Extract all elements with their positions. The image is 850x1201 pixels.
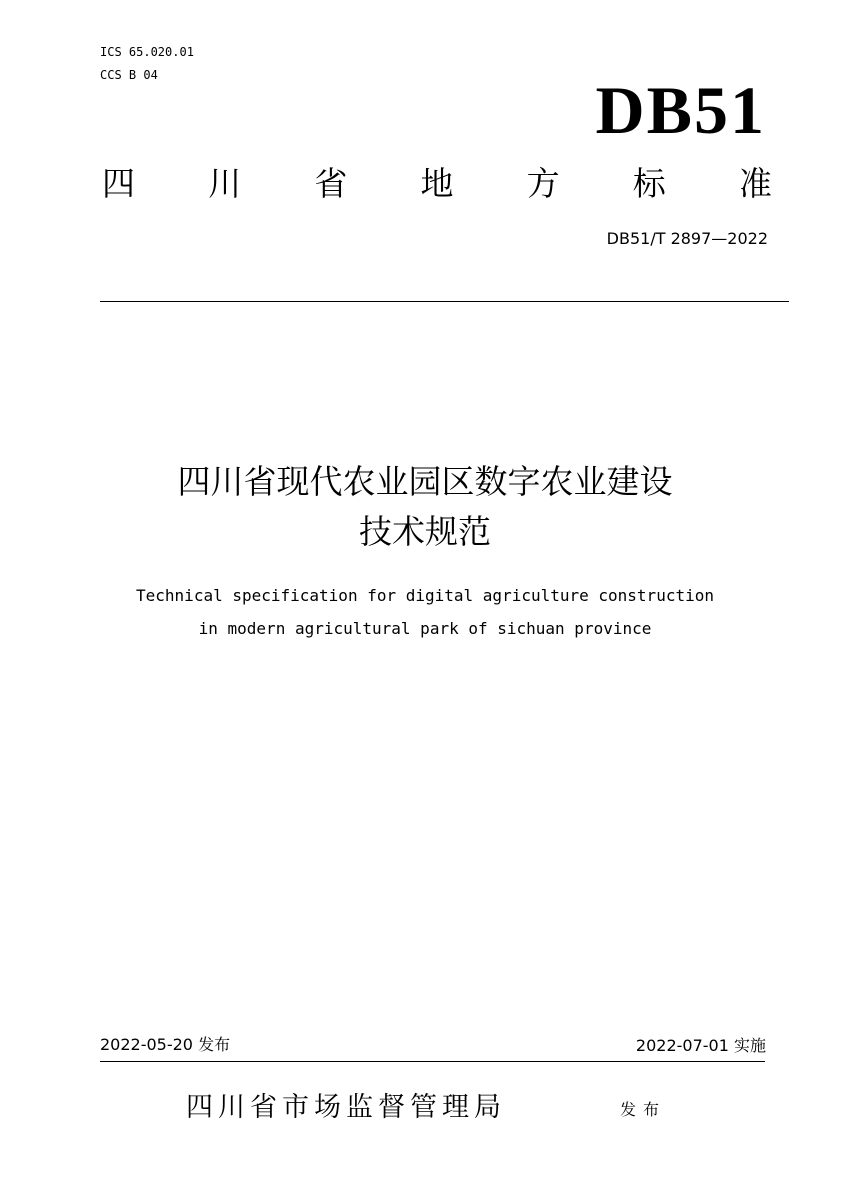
english-title-line-2: in modern agricultural park of sichuan province	[198, 619, 652, 638]
chinese-title-line-2: 技术规范	[359, 512, 491, 551]
publish-date: 2022-05-20 发布	[100, 1035, 231, 1054]
ccs-code: CCS B 04	[100, 68, 158, 82]
top-divider	[100, 301, 789, 302]
category-char: 川	[208, 164, 242, 203]
chinese-title-line-1: 四川省现代农业园区数字农业建设	[177, 462, 673, 501]
category-char: 标	[632, 164, 666, 203]
category-char: 准	[738, 164, 772, 203]
category-char: 省	[314, 164, 348, 203]
standard-brand-logo: DB51	[595, 72, 766, 148]
issuing-authority: 四川省市场监督管理局	[186, 1092, 506, 1123]
category-char: 地	[420, 164, 454, 203]
document-number: DB51/T 2897—2022	[606, 229, 768, 248]
implement-date: 2022-07-01 实施	[635, 1036, 766, 1055]
issue-label: 发布	[620, 1100, 667, 1119]
category-char: 四	[102, 164, 135, 203]
standard-category-title	[102, 160, 772, 208]
english-title-line-1: Technical specification for digital agriculture construction	[136, 586, 714, 605]
ics-code: ICS 65.020.01	[100, 45, 194, 59]
bottom-divider	[100, 1061, 765, 1062]
category-char: 方	[526, 164, 560, 203]
